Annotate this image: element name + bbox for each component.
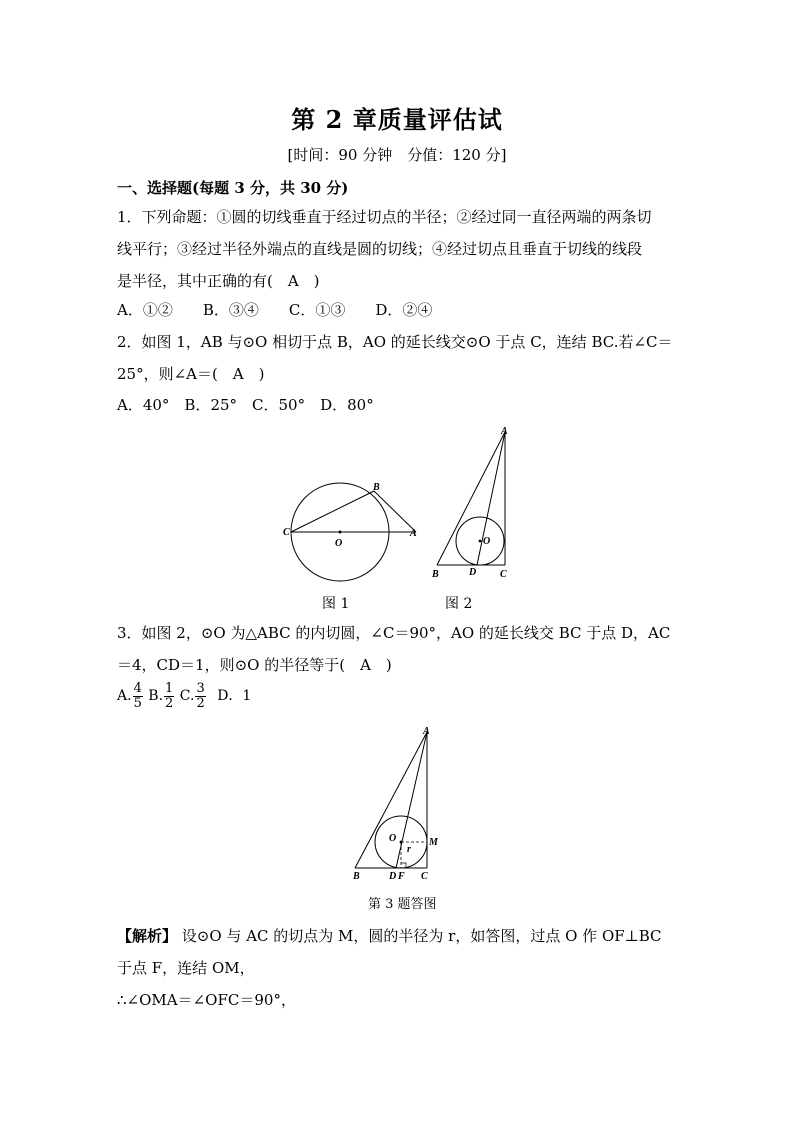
- label-c: C: [500, 569, 507, 580]
- question-3-options: [117, 682, 251, 710]
- option-b-label: B.: [148, 688, 164, 705]
- label-o: O: [335, 538, 343, 549]
- center-point-o: [400, 841, 403, 844]
- analysis-line-3: ∴∠OMA＝∠OFC＝90°，: [117, 991, 296, 1009]
- segment-ad: [477, 432, 505, 565]
- question-3-line-1: 3．如图 2，⊙O 为△ABC 的内切圆，∠C＝90°，AO 的延长线交 BC 于点 D，AC: [117, 624, 671, 642]
- label-c: C: [421, 871, 428, 882]
- label-f: F: [398, 871, 405, 882]
- side-ab: [355, 732, 427, 868]
- figure-2-caption: 图 2: [445, 596, 473, 612]
- question-1-line-2: 线平行；③经过半径外端点的直线是圆的切线；④经过切点且垂直于切线的线段: [117, 240, 643, 258]
- label-o: O: [389, 833, 397, 844]
- option-a-label: A.: [117, 688, 132, 705]
- figure-2-diagram: [425, 422, 520, 582]
- label-d: D: [469, 567, 477, 578]
- option-d: D．1: [217, 688, 252, 705]
- label-a: A: [501, 426, 508, 437]
- question-1-line-3: 是半径，其中正确的有( A ): [117, 272, 320, 290]
- option-c-label: C.: [179, 688, 195, 705]
- label-m: M: [429, 837, 438, 848]
- center-point-o: [479, 540, 482, 543]
- fraction-three-halves: $\frac{3}{2}$: [196, 681, 205, 711]
- side-ab: [437, 432, 505, 565]
- question-1-options: A．①② B．③④ C．①③ D．②④: [117, 301, 433, 319]
- figure-1-diagram: [280, 470, 430, 582]
- page-title: 第 2 章质量评估试: [291, 105, 503, 134]
- question-2-line-1: 2．如图 1，AB 与⊙O 相切于点 B，AO 的延长线交⊙O 于点 C，连结 BC.若∠C＝: [117, 333, 673, 351]
- section-heading: 一、选择题(每题 3 分，共 30 分): [117, 179, 349, 197]
- label-c: C: [283, 527, 290, 538]
- exam-info: [时间：90 分钟 分值：120 分]: [287, 146, 507, 164]
- segment-ba: [374, 491, 416, 532]
- fraction-one-half: $\frac{1}{2}$: [165, 681, 174, 711]
- center-point-o: [339, 531, 342, 534]
- analysis-line-1: [117, 925, 662, 946]
- fraction-four-fifths: $\frac{4}{5}$: [133, 681, 142, 711]
- label-r: r: [407, 844, 411, 855]
- question-2-line-2: 25°，则∠A＝( A ): [117, 365, 265, 383]
- label-d: D: [389, 871, 397, 882]
- analysis-label: 【解析】: [117, 927, 178, 945]
- segment-cb: [291, 491, 374, 532]
- analysis-text-1: 设⊙O 与 AC 的切点为 M，圆的半径为 r，如答图，过点 O 作 OF⊥BC: [181, 927, 662, 945]
- figure-3-answer-diagram: [345, 724, 445, 886]
- analysis-line-2: 于点 F，连结 OM，: [117, 959, 255, 977]
- label-b: B: [373, 482, 380, 493]
- label-b: B: [353, 871, 360, 882]
- question-1-line-1: 1．下列命题：①圆的切线垂直于经过切点的半径；②经过同一直径两端的两条切: [117, 208, 652, 226]
- label-o: O: [483, 536, 491, 547]
- question-2-options: A．40° B．25° C．50° D．80°: [117, 396, 374, 414]
- label-a: A: [410, 528, 417, 539]
- figure-1-caption: 图 1: [322, 596, 350, 612]
- label-a: A: [423, 726, 430, 737]
- question-3-line-2: ＝4，CD＝1，则⊙O 的半径等于( A ): [117, 656, 392, 674]
- label-b: B: [432, 569, 439, 580]
- figure-3-caption: 第 3 题答图: [368, 897, 437, 912]
